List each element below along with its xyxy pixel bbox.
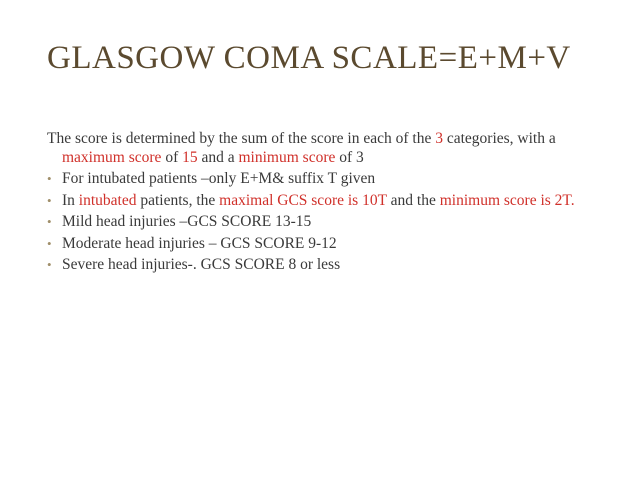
intro-highlight-categories: 3	[435, 130, 443, 147]
intro-text-2: categories, with a	[442, 130, 556, 147]
bullet-item-mild	[47, 213, 607, 232]
bullet-icon: •	[47, 257, 52, 272]
bullet-icon: •	[47, 171, 52, 186]
bullet-list	[47, 170, 607, 275]
intro-highlight-15: 15	[182, 148, 198, 166]
intro-paragraph	[47, 130, 607, 167]
intro-highlight-minimum: minimum score	[238, 148, 336, 166]
intro-text-3: of	[161, 148, 183, 166]
intro-text-5: of 3	[335, 148, 364, 166]
bullet-text-3: and the	[386, 191, 440, 209]
slide-title: GLASGOW COMA SCALE=E+M+V	[47, 40, 571, 76]
bullet-text-1: In	[62, 191, 79, 209]
bullet-text: Mild head injuries –GCS SCORE 13-15	[62, 213, 312, 230]
bullet-text-2: patients, the	[136, 191, 220, 209]
intro-text-1: The score is determined by the sum of the score in each of the	[47, 130, 436, 147]
bullet-highlight-minimum: minimum score is 2T.	[439, 191, 575, 209]
bullet-text: Moderate head injuries – GCS SCORE 9-12	[62, 234, 337, 252]
intro-text-4: and a	[197, 148, 239, 166]
bullet-icon: •	[47, 192, 52, 208]
bullet-item-severe	[47, 256, 607, 275]
bullet-item-intubated-suffix	[47, 170, 607, 189]
slide-body	[47, 130, 607, 275]
intro-highlight-maximum: maximum score	[62, 148, 162, 166]
bullet-highlight-intubated: intubated	[78, 191, 137, 209]
bullet-item-intubated-scores	[47, 192, 607, 211]
bullet-icon: •	[47, 235, 52, 251]
bullet-highlight-maximal: maximal GCS score is 10T	[219, 191, 387, 209]
bullet-text: For intubated patients –only E+M& suffix T given	[62, 170, 376, 187]
bullet-text: Severe head injuries-. GCS SCORE 8 or less	[62, 256, 341, 273]
bullet-icon: •	[47, 214, 52, 229]
bullet-item-moderate	[47, 235, 607, 254]
